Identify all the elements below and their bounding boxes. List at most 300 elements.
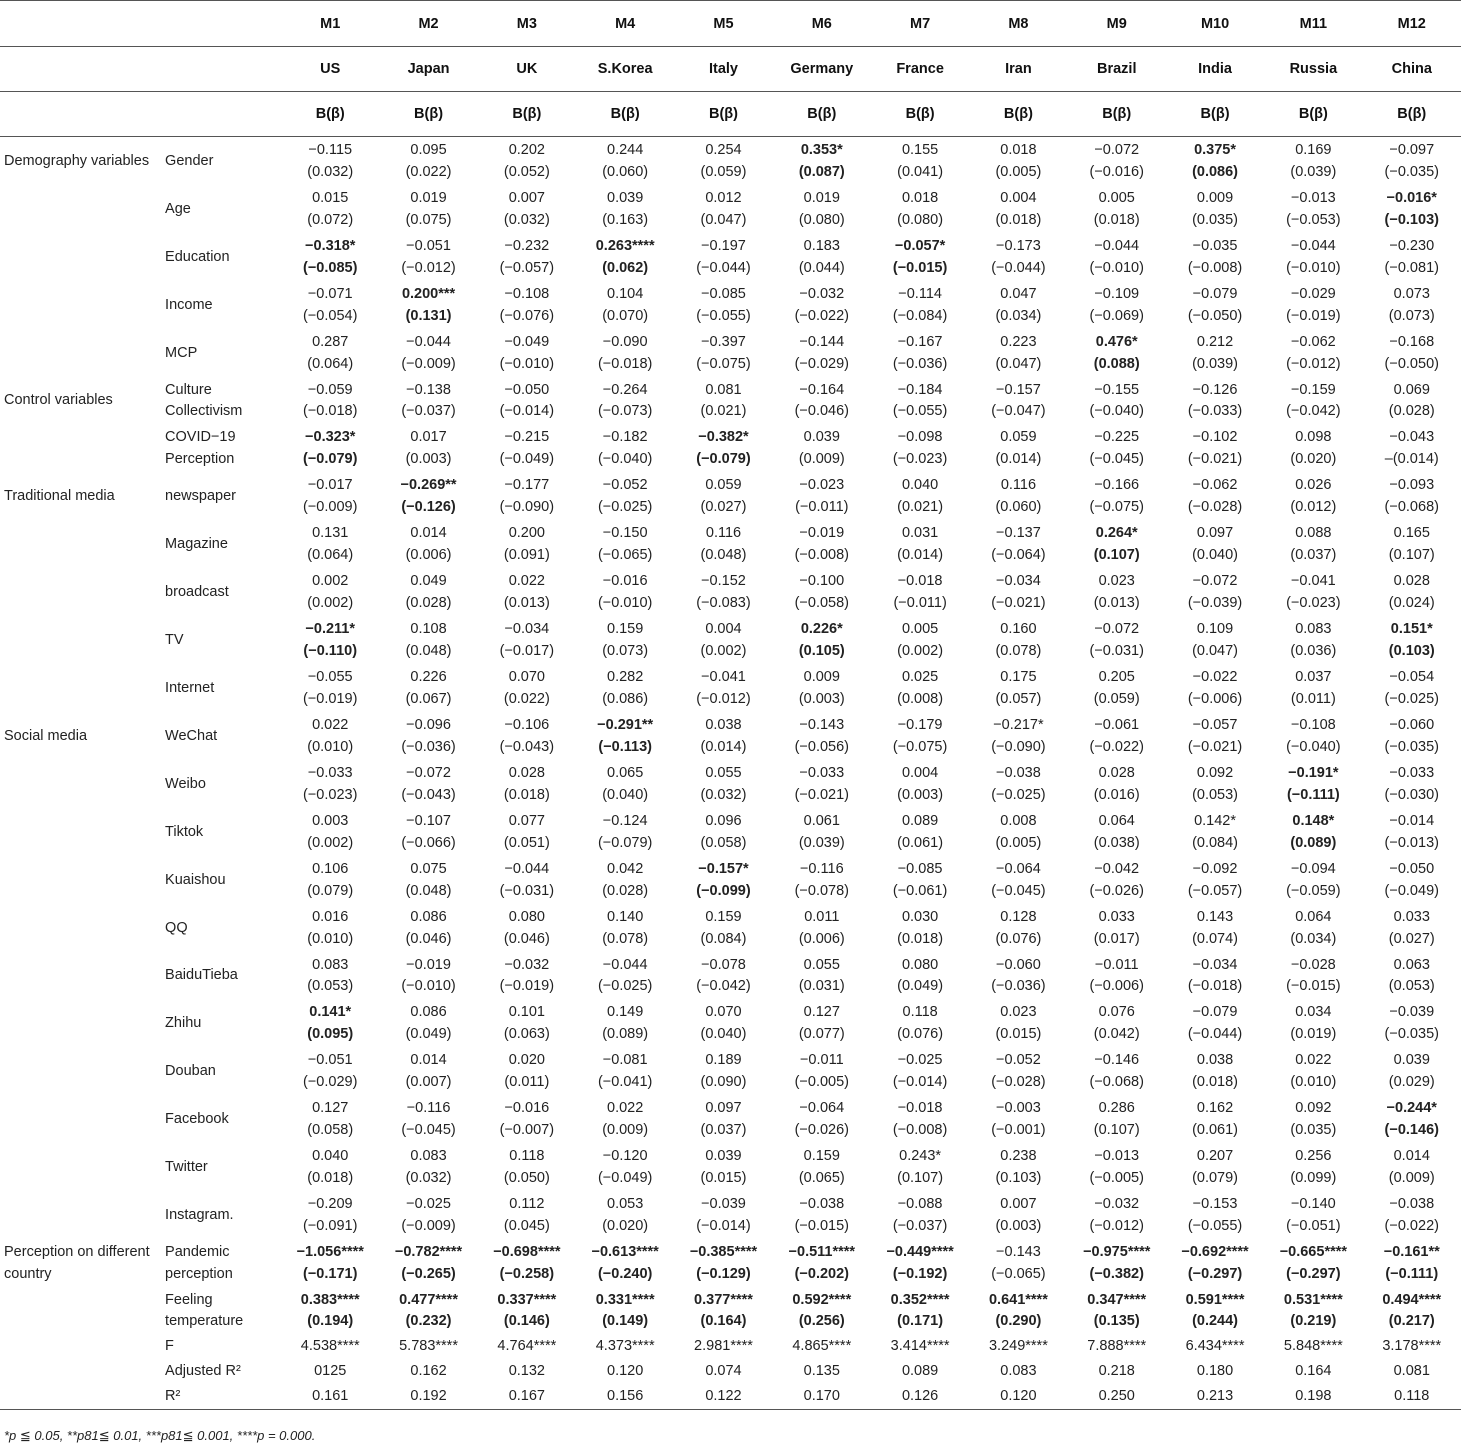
standardized-value: (−0.040) [1286, 738, 1341, 755]
coefficient-cell [674, 185, 772, 233]
standardized-value: (0.013) [503, 594, 550, 611]
stat-value: 0125 [314, 1363, 347, 1380]
standardized-value: (0.146) [503, 1313, 550, 1329]
country-header: US [281, 47, 379, 92]
standardized-value: (0.014) [995, 450, 1042, 467]
standardized-value: (0.039) [1290, 163, 1337, 180]
standardized-value: (0.052) [503, 163, 550, 180]
standardized-value: (0.171) [897, 1313, 944, 1329]
stats-row [0, 1334, 1461, 1360]
standardized-value: (−0.090) [499, 498, 555, 515]
standardized-value: (0.041) [897, 163, 944, 180]
coefficient-cell [1264, 1287, 1362, 1334]
standardized-value: (0.103) [995, 1169, 1042, 1186]
header-blank [0, 1, 163, 47]
coefficient-cell [281, 1047, 379, 1095]
coefficient-value: 0.018 [1000, 142, 1037, 159]
standardized-value: (0.079) [307, 882, 354, 899]
coefficient-value: 0.097 [705, 1100, 742, 1116]
coefficient-cell [1166, 1287, 1264, 1334]
coefficient-value: 0.031 [901, 525, 939, 541]
coefficient-cell [969, 281, 1067, 329]
coefficient-value: 0.028 [1098, 765, 1135, 781]
standardized-value: (0.080) [897, 211, 944, 228]
coefficient-cell [1068, 377, 1166, 424]
coefficient-cell [871, 281, 969, 329]
coefficient-value: −0.011 [1094, 956, 1139, 973]
coefficient-value: −0.018 [897, 573, 943, 589]
coefficient-value: 0.009 [803, 669, 840, 685]
coefficient-cell [379, 568, 477, 616]
coefficient-value: −0.157 [996, 381, 1041, 398]
standardized-value: (0.012) [1290, 498, 1337, 515]
standardized-value: (−0.028) [1187, 498, 1243, 515]
coefficient-value: −0.003 [996, 1100, 1041, 1116]
coefficient-value: −0.225 [1094, 429, 1140, 445]
coefficient-value: 0.022 [312, 717, 349, 733]
coefficient-cell [576, 137, 674, 185]
coefficient-value: −0.124 [602, 813, 648, 829]
standardized-value: (−0.026) [794, 1121, 849, 1138]
coefficient-cell [576, 1095, 674, 1143]
coefficient-value: −0.152 [701, 573, 746, 589]
coefficient-cell [1264, 760, 1362, 808]
coefficient-cell [1264, 1191, 1362, 1239]
stat-value: 0.192 [379, 1385, 477, 1410]
coefficient-cell [969, 1143, 1067, 1191]
standardized-value: (0.009) [798, 450, 845, 467]
country-header: Russia [1264, 47, 1362, 92]
coefficient-cell [478, 712, 576, 760]
standardized-value: (−0.050) [1384, 355, 1439, 372]
coefficient-value: 0.592**** [792, 1291, 852, 1308]
coefficient-value: 0.175 [1000, 669, 1037, 685]
header-coef-row [0, 92, 1461, 137]
coefficient-value: −0.106 [504, 717, 550, 733]
coefficient-value: −0.044 [406, 334, 451, 350]
coefficient-cell [576, 185, 674, 233]
standardized-value: (0.089) [602, 1025, 649, 1042]
row-group-label [0, 1047, 163, 1095]
row-group-label [0, 1287, 163, 1334]
standardized-value: (0.163) [602, 211, 649, 228]
coefficient-value: −0.217* [993, 717, 1044, 733]
coefficient-cell [1264, 568, 1362, 616]
standardized-value: (−0.022) [794, 307, 849, 324]
coefficient-cell [1363, 664, 1461, 712]
coefficient-value: −0.060 [996, 956, 1041, 973]
coefficient-value: −0.215 [504, 429, 550, 445]
coefficient-value: −0.033 [799, 765, 845, 781]
stat-value: 0.198 [1264, 1385, 1362, 1410]
stat-value: 3.249**** [988, 1337, 1048, 1354]
model-header: M4 [576, 1, 674, 47]
standardized-value: (−0.382) [1089, 1265, 1144, 1282]
row-variable-label: MCP [165, 344, 198, 361]
coefficient-value: 0.047 [1000, 286, 1037, 302]
table-footnote: *p ≦ 0.05, **p81≦ 0.01, ***p81≦ 0.001, ****p = 0.000. [4, 1428, 316, 1443]
header-blank [0, 92, 163, 137]
coefficient-value: 0.165 [1393, 525, 1430, 541]
coefficient-cell [969, 999, 1067, 1047]
coefficient-value: 0.014 [410, 1052, 447, 1068]
header-blank [163, 92, 281, 137]
coefficient-value: 0.040 [312, 1148, 349, 1164]
row-group-label [0, 1385, 163, 1410]
row-variable-label: Zhihu [165, 1014, 202, 1031]
coefficient-value: 0.104 [607, 286, 644, 302]
coefficient-value: 0.014 [1393, 1148, 1430, 1164]
coefficient-value: −0.665**** [1279, 1244, 1348, 1260]
row-group-label [0, 760, 163, 808]
model-header: M10 [1166, 1, 1264, 47]
coefficient-value: −0.016 [602, 573, 648, 589]
coefficient-value: 0.212 [1196, 334, 1234, 350]
coefficient-cell [1166, 664, 1264, 712]
standardized-value: (0.037) [700, 1121, 747, 1138]
coef-label-header: B(β) [576, 92, 674, 137]
standardized-value: (0.058) [700, 834, 747, 851]
coef-label-header: B(β) [1363, 92, 1461, 137]
standardized-value: (0.002) [897, 642, 944, 659]
standardized-value: (0.135) [1093, 1313, 1140, 1329]
coefficient-value: −0.061 [1094, 717, 1140, 733]
coefficient-cell [1363, 760, 1461, 808]
coefficient-value: −0.449**** [886, 1244, 954, 1260]
standardized-value: (0.088) [1093, 355, 1140, 372]
coefficient-cell [478, 904, 576, 952]
coefficient-cell [1166, 616, 1264, 664]
coefficient-value: −0.029 [1290, 286, 1336, 302]
coefficient-cell [871, 1047, 969, 1095]
coefficient-cell [1166, 568, 1264, 616]
coefficient-cell [674, 904, 772, 952]
standardized-value: (0.006) [405, 546, 452, 563]
coefficient-cell [281, 664, 379, 712]
coefficient-value: 0.080 [508, 909, 545, 925]
coefficient-cell [1166, 377, 1264, 424]
standardized-value: (0.063) [503, 1025, 550, 1042]
coefficient-cell [379, 185, 477, 233]
coefficient-cell [379, 712, 477, 760]
standardized-value: (0.039) [798, 834, 845, 851]
coefficient-value: 0.264* [1095, 525, 1138, 541]
table-row [0, 664, 1461, 712]
standardized-value: (−0.018) [597, 355, 653, 372]
standardized-value: (−0.099) [696, 882, 751, 899]
standardized-value: (−0.075) [892, 738, 948, 755]
coefficient-value: −0.085 [897, 861, 943, 877]
standardized-value: (−0.297) [1187, 1265, 1243, 1282]
coefficient-cell [281, 377, 379, 424]
coefficient-value: −0.062 [1290, 334, 1336, 350]
coefficient-value: 0.162 [1196, 1100, 1234, 1116]
standardized-value: (0.031) [798, 978, 845, 994]
coefficient-value: −0.108 [504, 286, 550, 302]
standardized-value: (−0.029) [794, 355, 849, 372]
standardized-value: (−0.014) [696, 1217, 751, 1234]
coefficient-value: 0.042 [607, 861, 644, 877]
coefficient-value: 0.038 [1196, 1052, 1234, 1068]
stat-value: 0.126 [871, 1385, 969, 1410]
coefficient-cell [1166, 424, 1264, 472]
coefficient-value: −0.079 [1192, 286, 1238, 302]
standardized-value: (0.099) [1290, 1169, 1337, 1186]
coefficient-value: 0.086 [410, 909, 447, 925]
coefficient-value: −0.033 [1389, 765, 1435, 781]
coefficient-cell [1264, 1239, 1362, 1287]
coefficient-value: 0.149 [607, 1004, 644, 1020]
coefficient-value: 0.109 [1196, 621, 1234, 637]
coefficient-value: 0.127 [803, 1004, 840, 1020]
stat-value: 0.083 [1000, 1363, 1037, 1380]
standardized-value: (0.002) [307, 834, 354, 851]
coefficient-cell [478, 952, 576, 999]
coefficient-cell [871, 137, 969, 185]
coefficient-cell [478, 377, 576, 424]
standardized-value: (0.077) [798, 1025, 845, 1042]
standardized-value: (−0.019) [499, 978, 555, 994]
coefficient-value: −0.014 [1389, 813, 1435, 829]
coefficient-value: −0.232 [504, 238, 550, 254]
standardized-value: (0.021) [897, 498, 944, 515]
standardized-value: (−0.049) [1384, 882, 1439, 899]
standardized-value: (0.067) [405, 690, 452, 707]
coefficient-cell [1166, 1239, 1264, 1287]
standardized-value: (−0.041) [597, 1073, 653, 1090]
stat-value: 4.538**** [300, 1337, 360, 1354]
standardized-value: (0.107) [897, 1169, 944, 1186]
standardized-value: (−0.068) [1384, 498, 1439, 515]
coefficient-cell [1068, 1143, 1166, 1191]
coefficient-cell [1264, 1095, 1362, 1143]
coefficient-cell [674, 1095, 772, 1143]
standardized-value: (0.046) [503, 930, 550, 947]
coefficient-cell [281, 185, 379, 233]
coefficient-value: −0.116 [799, 861, 844, 877]
standardized-value: (0.050) [503, 1169, 550, 1186]
row-group-label [0, 329, 163, 377]
standardized-value: (−0.075) [1089, 498, 1144, 515]
coefficient-value: −0.054 [1389, 669, 1435, 685]
standardized-value: (0.256) [798, 1313, 845, 1329]
table-row [0, 808, 1461, 856]
coefficient-cell [379, 904, 477, 952]
coefficient-cell [379, 137, 477, 185]
coefficient-cell [576, 1047, 674, 1095]
model-header: M7 [871, 1, 969, 47]
standardized-value: (−0.019) [1286, 307, 1341, 324]
country-header: Iran [969, 47, 1067, 92]
standardized-value: (0.027) [1388, 930, 1435, 947]
coefficient-cell [379, 616, 477, 664]
coefficient-value: 0.070 [705, 1004, 742, 1020]
standardized-value: (−0.045) [401, 1121, 456, 1138]
row-group-label [0, 520, 163, 568]
coefficient-cell [379, 1239, 477, 1287]
standardized-value: (−0.023) [303, 786, 358, 803]
standardized-value: (0.103) [1388, 642, 1435, 659]
coefficient-value: 0.030 [901, 909, 939, 925]
row-group-label [0, 856, 163, 904]
coefficient-cell [576, 472, 674, 520]
coefficient-value: −0.264 [602, 381, 648, 398]
standardized-value: (0.002) [700, 642, 747, 659]
coefficient-value: −0.211* [305, 621, 356, 637]
coefficient-value: −0.698**** [493, 1244, 561, 1260]
coefficient-value: −0.050 [504, 381, 550, 398]
coefficient-value: −0.157* [698, 861, 749, 877]
standardized-value: (−0.010) [1286, 259, 1341, 276]
standardized-value: (−0.054) [303, 307, 358, 324]
table-row [0, 377, 1461, 424]
header-countries-row [0, 47, 1461, 92]
coefficient-cell [1264, 281, 1362, 329]
standardized-value: (0.032) [307, 163, 354, 180]
coefficient-value: −0.126 [1192, 381, 1238, 398]
standardized-value: (0.087) [798, 163, 845, 180]
coefficient-value: 0.092 [1295, 1100, 1332, 1116]
coefficient-value: −0.138 [406, 381, 451, 398]
standardized-value: (−0.008) [892, 1121, 948, 1138]
standardized-value: (−0.113) [598, 738, 652, 755]
coefficient-cell [1166, 185, 1264, 233]
coefficient-cell [1068, 1047, 1166, 1095]
stat-value: 0.170 [773, 1385, 871, 1410]
coefficient-cell [281, 424, 379, 472]
standardized-value: (0.015) [995, 1025, 1042, 1042]
country-header: France [871, 47, 969, 92]
model-header: M1 [281, 1, 379, 47]
coefficient-cell [281, 952, 379, 999]
coefficient-value: 0.069 [1393, 381, 1430, 398]
coefficient-cell [773, 329, 871, 377]
row-variable-label: COVID−19 Perception [165, 429, 236, 467]
coefficient-value: −0.060 [1389, 717, 1435, 733]
coefficient-value: −0.191* [1288, 765, 1339, 781]
row-group-label: Traditional media [4, 487, 115, 504]
standardized-value: (0.061) [897, 834, 944, 851]
standardized-value: (−0.037) [892, 1217, 948, 1234]
standardized-value: (−0.079) [696, 450, 751, 467]
coefficient-value: 0.477**** [399, 1291, 458, 1308]
coefficient-cell [969, 856, 1067, 904]
standardized-value: (0.057) [995, 690, 1042, 707]
standardized-value: (0.059) [700, 163, 747, 180]
standardized-value: (−0.010) [1089, 259, 1144, 276]
coef-label-header: B(β) [379, 92, 477, 137]
coefficient-cell [478, 1047, 576, 1095]
coefficient-value: 0.383**** [300, 1291, 360, 1308]
standardized-value: (−0.009) [401, 1217, 456, 1234]
stat-value: 0.162 [410, 1363, 447, 1380]
coefficient-value: −0.155 [1094, 381, 1140, 398]
coefficient-value: 0.092 [1196, 765, 1234, 781]
coefficient-cell [1264, 424, 1362, 472]
coefficient-value: 0.140 [607, 909, 644, 925]
coefficient-value: −0.115 [308, 142, 353, 159]
standardized-value: (−0.014) [892, 1073, 948, 1090]
coefficient-cell [379, 329, 477, 377]
standardized-value: (0.078) [602, 930, 649, 947]
standardized-value: (0.010) [307, 738, 354, 755]
coefficient-cell [1363, 1047, 1461, 1095]
coefficient-value: 0.055 [803, 956, 840, 973]
coefficient-cell [1166, 1095, 1264, 1143]
coefficient-cell [1363, 520, 1461, 568]
coefficient-value: −0.146 [1094, 1052, 1140, 1068]
coefficient-value: 0.238 [1000, 1148, 1037, 1164]
coefficient-cell [1363, 281, 1461, 329]
coefficient-value: 0.108 [410, 621, 447, 637]
stat-value: 0.180 [1196, 1363, 1234, 1380]
coefficient-value: −0.244* [1386, 1100, 1437, 1116]
standardized-value: (0.064) [307, 355, 354, 372]
coefficient-value: −0.072 [1094, 621, 1140, 637]
standardized-value: (−0.040) [597, 450, 653, 467]
standardized-value: (−0.031) [499, 882, 555, 899]
coefficient-cell [281, 1287, 379, 1334]
coefficient-value: 0.591**** [1185, 1291, 1245, 1308]
coefficient-cell [576, 233, 674, 281]
coefficient-value: −0.094 [1290, 861, 1336, 877]
country-header: S.Korea [576, 47, 674, 92]
coefficient-cell [1264, 999, 1362, 1047]
coefficient-cell [1363, 808, 1461, 856]
coefficient-value: 0.159 [607, 621, 644, 637]
coef-label-header: B(β) [1166, 92, 1264, 137]
coefficient-value: 0.256 [1295, 1148, 1332, 1164]
standardized-value: (0.020) [1290, 450, 1337, 467]
coefficient-cell [1166, 329, 1264, 377]
coefficient-cell [576, 760, 674, 808]
standardized-value: (0.047) [1192, 642, 1239, 659]
coef-label-header: B(β) [773, 92, 871, 137]
coefficient-value: 0.098 [1295, 429, 1332, 445]
coefficient-cell [969, 185, 1067, 233]
row-group-label: Social media [4, 727, 88, 744]
standardized-value: (0.051) [503, 834, 550, 851]
coefficient-cell [969, 377, 1067, 424]
standardized-value: (−0.026) [1089, 882, 1144, 899]
coefficient-cell [871, 233, 969, 281]
coefficient-cell [674, 1287, 772, 1334]
standardized-value: (0.086) [602, 690, 649, 707]
table-row [0, 1191, 1461, 1239]
coefficient-cell [576, 1239, 674, 1287]
standardized-value: (−0.171) [303, 1265, 358, 1282]
standardized-value: (−0.025) [991, 786, 1046, 803]
coefficient-cell [576, 1287, 674, 1334]
coefficient-cell [281, 904, 379, 952]
standardized-value: (−0.015) [1286, 978, 1341, 994]
coefficient-cell [281, 1239, 379, 1287]
coefficient-value: 0.070 [508, 669, 545, 685]
coefficient-value: −0.173 [996, 238, 1041, 254]
coefficient-value: 0.039 [1393, 1052, 1430, 1068]
coefficient-cell [281, 999, 379, 1047]
coefficient-cell [1166, 760, 1264, 808]
coef-label-header: B(β) [674, 92, 772, 137]
coefficient-value: 0.011 [804, 909, 840, 925]
coefficient-value: −0.043 [1389, 429, 1435, 445]
standardized-value: (0.080) [798, 211, 845, 228]
coefficient-value: 0.026 [1295, 477, 1332, 493]
coefficient-cell [1068, 233, 1166, 281]
coefficient-cell [1264, 520, 1362, 568]
coefficient-cell [379, 472, 477, 520]
standardized-value: (0.029) [1388, 1073, 1435, 1090]
